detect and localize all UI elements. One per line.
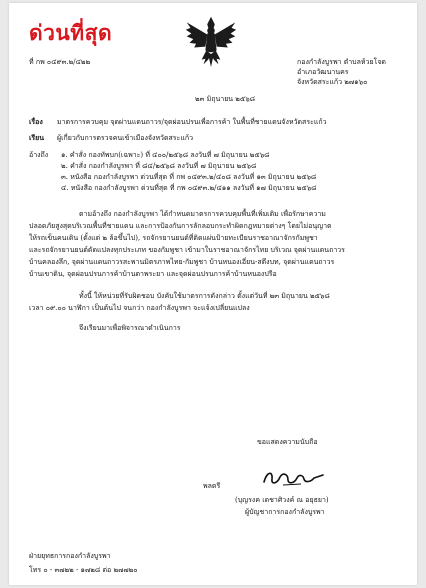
body-paragraph-1-line: ให้รถเข็นคนเดิน (ตั้งแต่ ๒ ล้อขึ้นไป), รถจักรยานยนต์ที่ติดแผ่นป้ายทะเบียนราชอาณาจักรกัมพูชา [29,234,318,242]
org-address-line-2: อำเภอวัฒนานคร [297,68,349,76]
document-date: ๒๓ มิถุนายน ๒๕๖๘ [195,95,256,103]
signer-position: ผู้บัญชาการกองกำลังบูรพา [245,508,325,516]
org-address-line-3: จังหวัดสระแก้ว ๒๗๑๖๐ [297,78,368,86]
subject-label: เรื่อง [29,117,43,126]
footer-phone: โทร ๐ - ๓๗๒๒ - ๑๗๒๘ ต่อ ๒๗๗๒๐ [29,566,138,574]
memo-page [9,3,417,585]
signer-rank: พลตรี [203,482,221,490]
body-paragraph-1-line: และรถจักรยานยนต์ดัดแปลงทุกประเภท ของกัมพูชา เข้ามาในราชอาณาจักรไทย บริเวณ จุดผ่านแดนถาวร [29,246,345,254]
org-address-line-1: กองกำลังบูรพา ตำบลห้วยโจด [297,58,386,66]
signer-name: (บุญรงค เดชาศิวงค์ ณ อยุธยา) [235,496,329,504]
handwritten-signature [261,467,327,489]
body-paragraph-1-line: ปลอดภัยสูงสุดบริเวณพื้นที่ชายแดน และการป้องกันการลักลอบกระทำผิดกฎหมายต่างๆ โดยไม่อนุญาต [29,222,332,230]
document-number: ที่ กพ ๐๔๙๓.๒/๔๒๒ [29,58,91,66]
body-paragraph-2-line: เวลา ๐๙.๐๐ นาฬิกา เป็นต้นไป จนกว่า กองกำลังบูรพา จะแจ้งเปลี่ยนแปลง [29,304,250,312]
urgency-stamp: ด่วนที่สุด [29,21,113,45]
reference-label: อ้างถึง [29,151,49,159]
reference-item: ๒. คำสั่ง กองกำลังบูรพา ที่ ๘๔/๒๕๖๘ ลงวันที่ ๗ มิถุนายน ๒๕๖๘ [61,162,257,170]
reference-item: ๑. คำสั่ง กองทัพบก(เฉพาะ) ที่ ๔๐๐/๒๕๖๘ ลงวันที่ ๗ มิถุนายน ๒๕๖๘ [61,151,270,159]
subject-text: มาตรการควบคุม จุดผ่านแดนถาวร/จุดผ่อนปรนเพื่อการค้า ในพื้นที่ชายแดนจังหวัดสระแก้ว [57,118,327,126]
body-paragraph-1-line: บ้านคลองลึก, จุดผ่านแดนถาวรสะพานมิตรภาพไทย-กัมพูชา บ้านหนองเอี่ยน-สตึงบท, จุดผ่านแดนถาวร [29,258,335,266]
body-paragraph-2-line: ทั้งนี้ ให้หน่วยที่รับผิดชอบ บังคับใช้มาตรการดังกล่าว ตั้งแต่วันที่ ๒๓ มิถุนายน ๒๕๖๘ [79,292,330,300]
closing-regards: ขอแสดงความนับถือ [257,438,318,446]
reference-item: ๓. หนังสือ กองกำลังบูรพา ด่วนที่สุด ที่ กพ ๐๔๙๓.๒/๔๐๘ ลงวันที่ ๑๓ มิถุนายน ๒๕๖๘ [61,173,317,181]
closing-request: จึงเรียนมาเพื่อพิจารณาดำเนินการ [79,324,181,332]
salutation-text: ผู้เกี่ยวกับการตรวจคนเข้าเมืองจังหวัดสระแก้ว [57,134,194,142]
footer-unit: ฝ่ายยุทธการกองกำลังบูรพา [29,552,111,560]
salutation-label: เรียน [29,133,45,142]
reference-item: ๔. หนังสือ กองกำลังบูรพา ด่วนที่สุด ที่ กพ ๐๔๙๓.๒/๔๑๑ ลงวันที่ ๑๗ มิถุนายน ๒๕๖๘ [61,184,317,192]
body-paragraph-1-line: บ้านเขาดิน, จุดผ่อนปรนการค้าบ้านตาพระยา และจุดผ่อนปรนการค้าบ้านหนองปรือ [29,270,277,278]
garuda-emblem-icon [183,13,239,69]
body-paragraph-1-line: ตามอ้างถึง กองกำลังบูรพา ได้กำหนดมาตรการควบคุมพื้นที่เพิ่มเติม เพื่อรักษาความ [79,210,326,218]
